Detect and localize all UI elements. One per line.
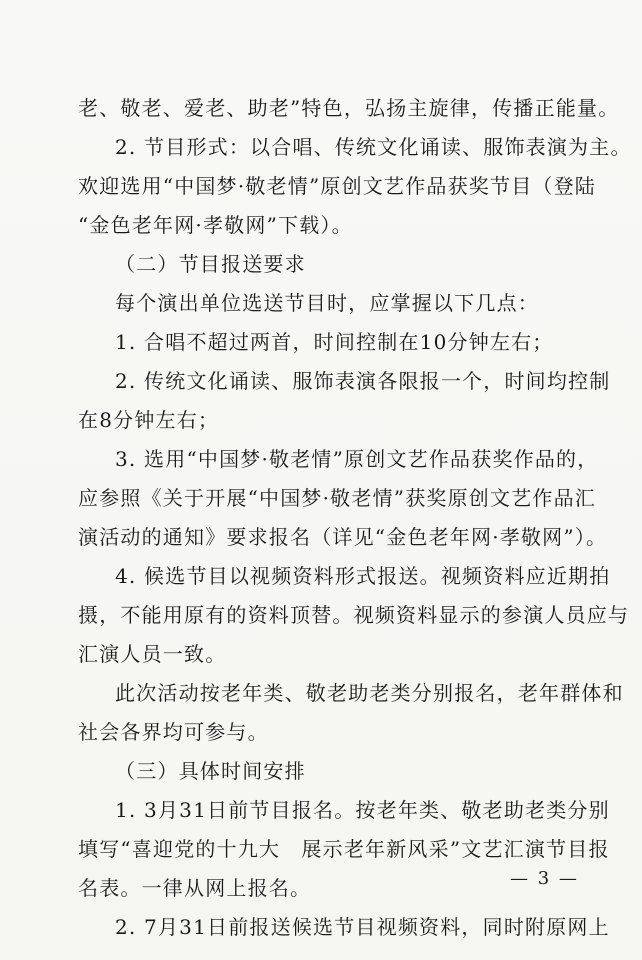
text-line-3: 欢迎选用“中国梦·敬老情”原创文艺作品获奖节目（登陆 (78, 174, 597, 198)
section-heading-2: （二）节目报送要求 (115, 252, 306, 276)
text-line-13: 4. 候选节目以视频资料形式报送。视频资料应近期拍 (115, 564, 611, 588)
text-line-22: 2. 7月31日前报送候选节目视频资料，同时附原网上 (115, 915, 610, 939)
text-line-9: 在8分钟左右； (78, 408, 220, 432)
text-line-1: 老、敬老、爱老、助老”特色，弘扬主旋律，传播正能量。 (78, 96, 620, 120)
text-line-11: 应参照《关于开展“中国梦·敬老情”获奖原创文艺作品汇 (78, 486, 597, 510)
text-line-14: 摄，不能用原有的资料顶替。视频资料显示的参演人员应与 (78, 603, 630, 627)
text-line-12: 演活动的通知》要求报名（详见“金色老年网·孝敬网”）。 (78, 525, 608, 549)
text-line-7: 1. 合唱不超过两首，时间控制在10分钟左右； (115, 330, 554, 354)
text-line-15: 汇演人员一致。 (78, 642, 227, 666)
text-line-21: 名表。一律从网上报名。 (78, 876, 312, 900)
page-number: — 3 — (510, 868, 579, 889)
text-line-17: 社会各界均可参与。 (78, 720, 269, 744)
text-line-19: 1. 3月31日前节目报名。按老年类、敬老助老类分别 (115, 798, 610, 822)
text-line-6: 每个演出单位选送节目时，应掌握以下几点： (115, 291, 539, 315)
text-line-4: “金色老年网·孝敬网”下载）。 (78, 213, 353, 237)
text-line-8: 2. 传统文化诵读、服饰表演各限报一个，时间均控制 (115, 369, 611, 393)
text-line-20: 填写“喜迎党的十九大 展示老年新风采”文艺汇演节目报 (78, 837, 610, 861)
text-line-16: 此次活动按老年类、敬老助老类分别报名，老年群体和 (115, 681, 624, 705)
text-line-2: 2. 节目形式：以合唱、传统文化诵读、服饰表演为主。 (115, 135, 632, 159)
text-line-10: 3. 选用“中国梦·敬老情”原创文艺作品获奖作品的， (115, 447, 599, 471)
section-heading-3: （三）具体时间安排 (115, 759, 306, 783)
